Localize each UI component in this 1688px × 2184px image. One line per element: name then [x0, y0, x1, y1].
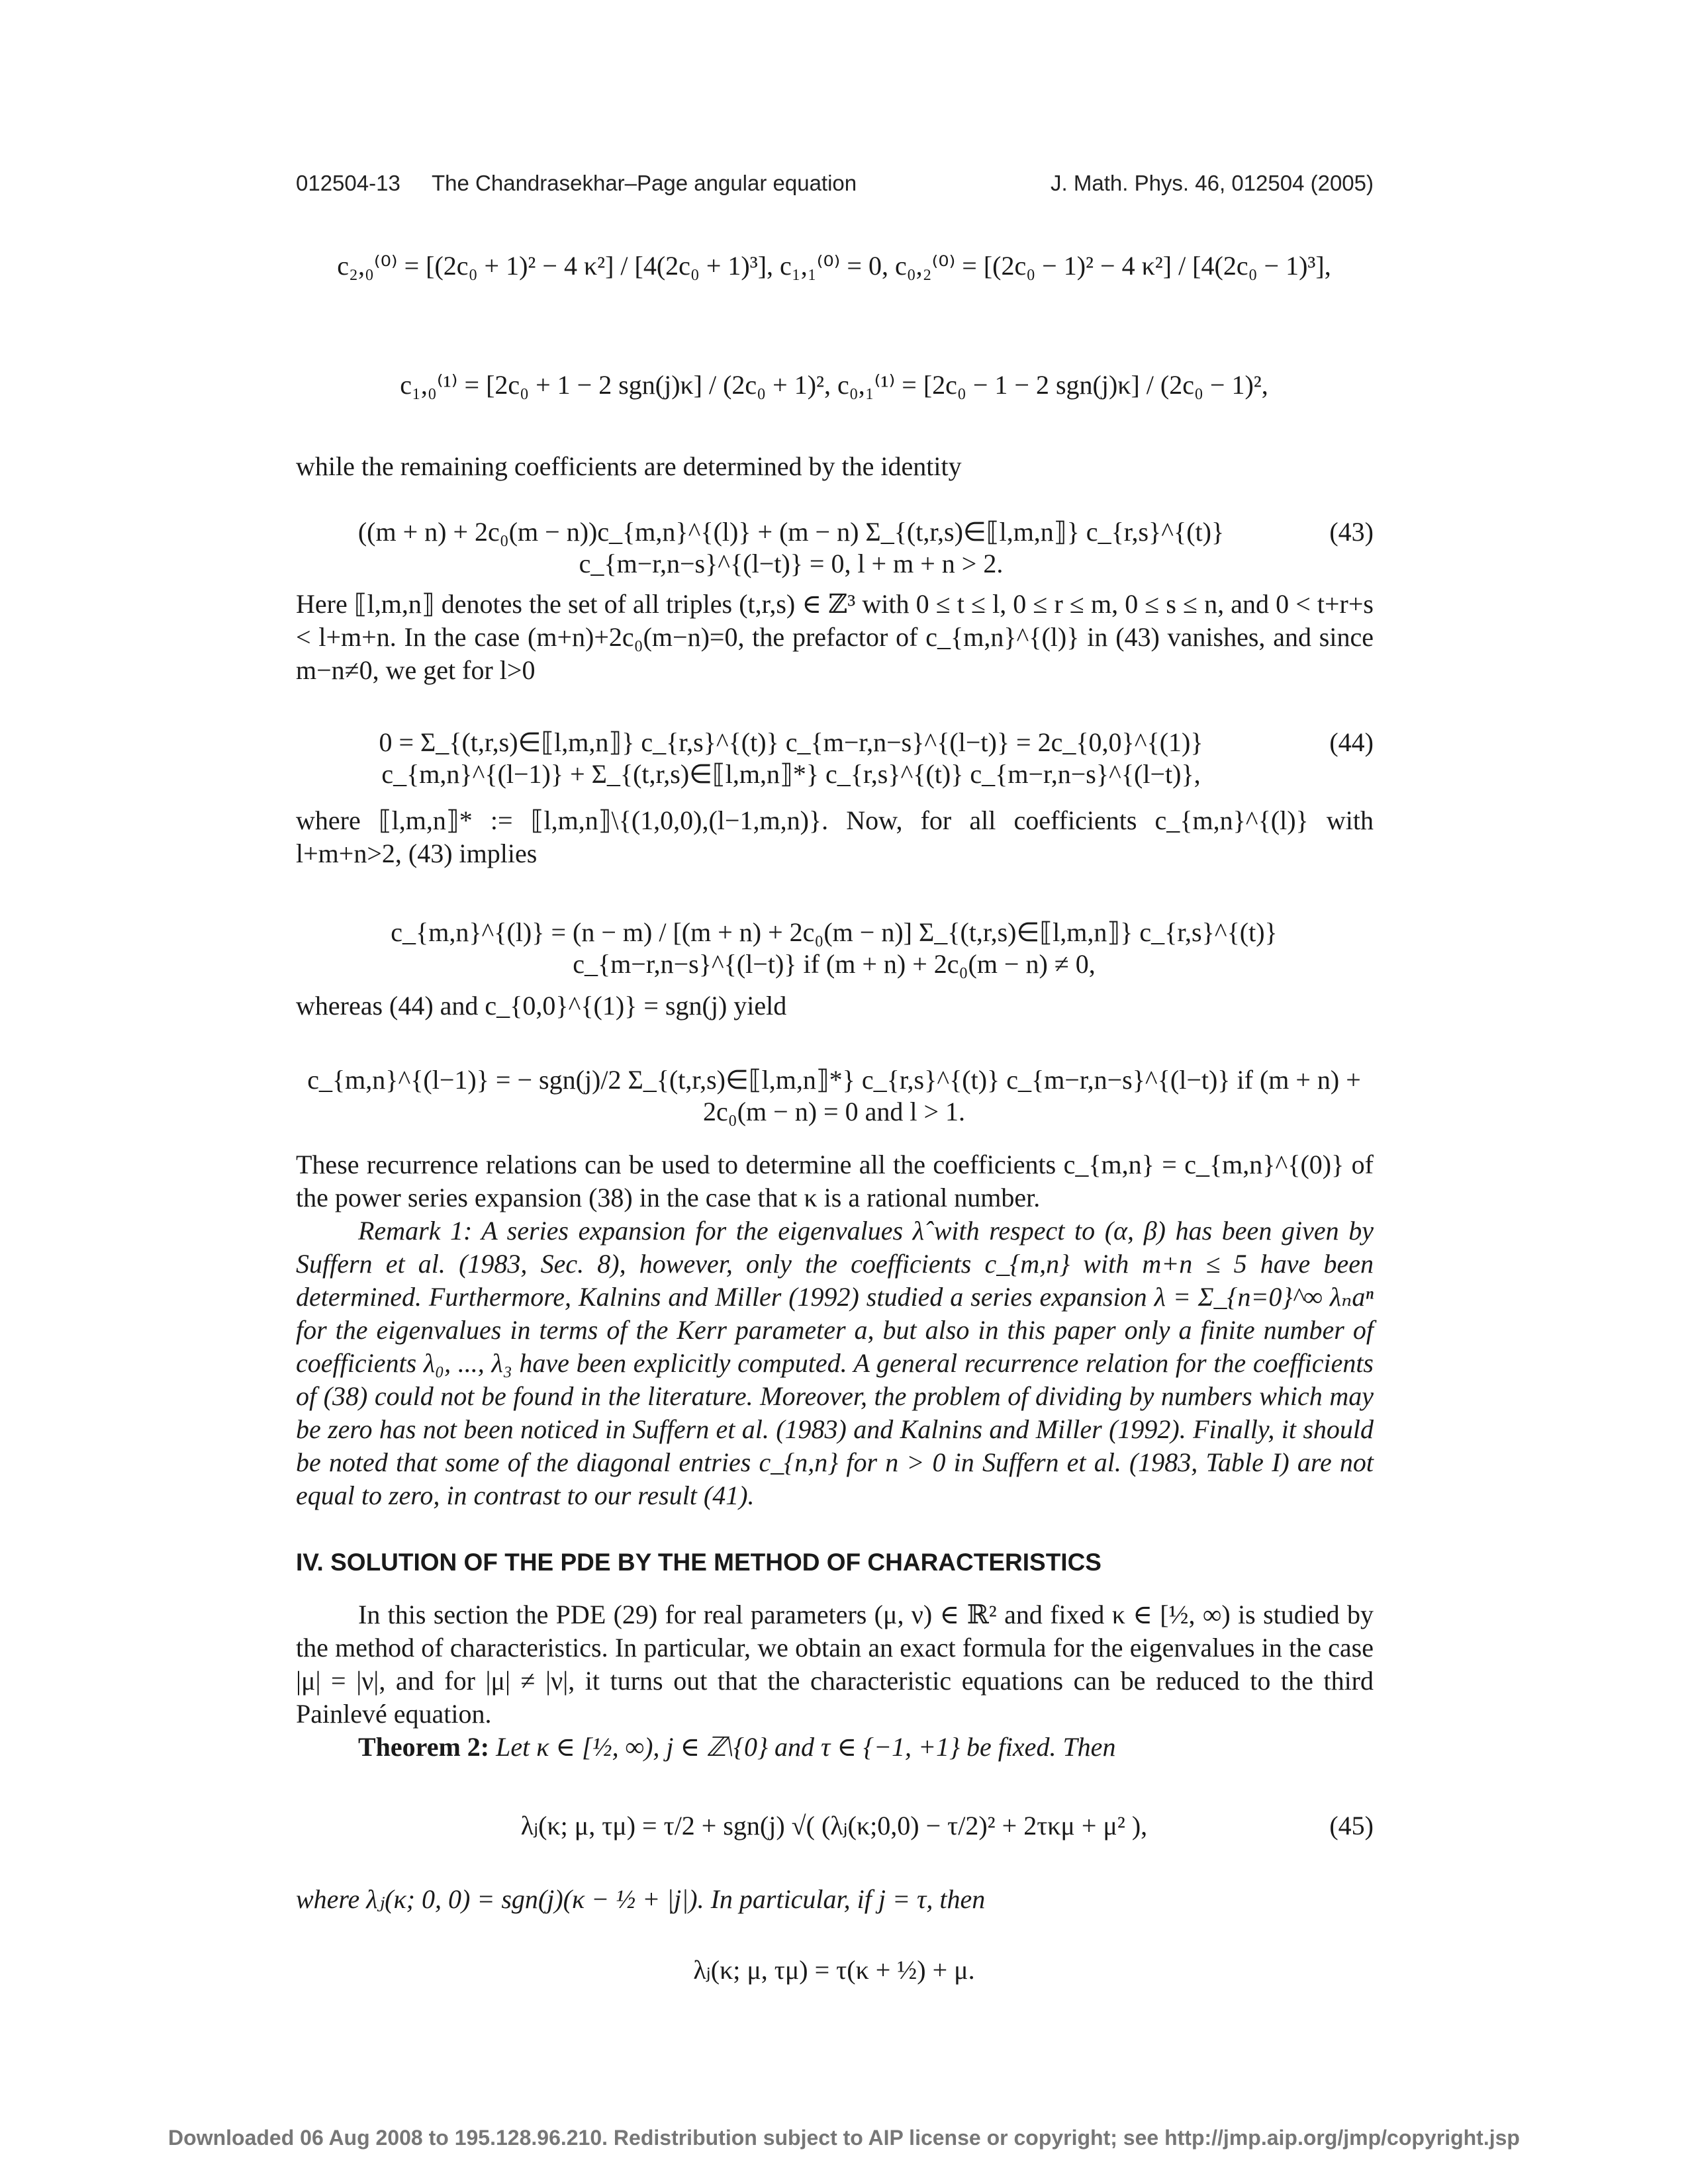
theorem-label: Theorem 2: [358, 1732, 490, 1762]
theorem-2 [296, 1731, 1374, 1764]
section-heading: IV. SOLUTION OF THE PDE BY THE METHOD OF CHARACTERISTICS [296, 1549, 1102, 1576]
equation-c-order1: c₁,₀⁽¹⁾ = [2c₀ + 1 − 2 sgn(j)κ] / (2c₀ + 1)², c₀,₁⁽¹⁾ = [2c₀ − 1 − 2 sgn(j)κ] / (2c₀ − 1)², [400, 370, 1268, 400]
paragraph-set-definition: Here ⟦l,m,n⟧ denotes the set of all triples (t,r,s) ∈ ℤ³ with 0 ≤ t ≤ l, 0 ≤ r ≤ m, 0 ≤ s ≤ n, and 0 < t+r+s < l+m+n. In the case (m+n)+2c₀(m−n)=0, the prefactor of c_{m,n}^{(l)} in (43) vanishes, and since m−n≠0, we get for l>0 [296, 589, 1374, 685]
equation-45-number: (45) [1329, 1811, 1374, 1841]
remark-1: Remark 1: A series expansion for the eigenvalues λ̂ with respect to (α, β) has been given by Suffern et al. (1983, Sec. 8), however, only the coefficients c_{m,n} with m+n ≤ 5 have been determined. Furthermore, Kalnins and Miller (1992) studied a series expansion λ = Σ_{n=0}^∞ λₙaⁿ for the eigenvalues in terms of the Kerr parameter a, but also in this paper only a finite number of coefficients λ₀, ..., λ₃ have been explicitly computed. A general recurrence relation for the coefficients of (38) could not be found in the literature. Moreover, the problem of dividing by numbers which may be zero has not been noticed in Suffern et al. (1983) and Kalnins and Miller (1992). Finally, it should be noted that some of the diagonal entries c_{n,n} for n > 0 in Suffern et al. (1983, Table I) are not equal to zero, in contrast to our result (41). [296, 1216, 1374, 1510]
paragraph-recurrence-relations: These recurrence relations can be used to determine all the coefficients c_{m,n} = c_{m,n}^{(0)} of the power series expansion (38) in the case that κ is a rational number. [296, 1150, 1374, 1212]
theorem-text: Let κ ∈ [½, ∞), j ∈ ℤ\{0} and τ ∈ {−1, +1} be fixed. Then [496, 1732, 1116, 1762]
equation-recurrence-zero: c_{m,n}^{(l−1)} = − sgn(j)/2 Σ_{(t,r,s)∈⟦l,m,n⟧*} c_{r,s}^{(t)} c_{m−r,n−s}^{(l−t)} if (m + n) + 2c₀(m − n) = 0 and l > 1. [307, 1065, 1361, 1126]
running-title: The Chandrasekhar–Page angular equation [432, 171, 857, 195]
equation-lambda-special: λⱼ(κ; μ, τμ) = τ(κ + ½) + μ. [693, 1955, 975, 1985]
equation-44-number: (44) [1329, 727, 1374, 757]
page-id: 012504-13 [296, 171, 400, 195]
paragraph-starred-set: where ⟦l,m,n⟧* := ⟦l,m,n⟧\{(1,0,0),(l−1,m,n)}. Now, for all coefficients c_{m,n}^{(l)} with l+m+n>2, (43) implies [296, 805, 1374, 868]
equation-43: ((m + n) + 2c₀(m − n))c_{m,n}^{(l)} + (m − n) Σ_{(t,r,s)∈⟦l,m,n⟧} c_{r,s}^{(t)} c_{m−r,n−s}^{(l−t)} = 0, l + m + n > 2. [357, 517, 1225, 578]
paragraph-remaining-coefficients: while the remaining coefficients are determined by the identity [296, 451, 962, 481]
equation-recurrence-nonzero: c_{m,n}^{(l)} = (n − m) / [(m + n) + 2c₀(m − n)] Σ_{(t,r,s)∈⟦l,m,n⟧} c_{r,s}^{(t)} c_{m−r,n−s}^{(l−t)} if (m + n) + 2c₀(m − n) ≠ 0, [391, 917, 1278, 979]
equation-44: 0 = Σ_{(t,r,s)∈⟦l,m,n⟧} c_{r,s}^{(t)} c_{m−r,n−s}^{(l−t)} = 2c_{0,0}^{(1)} c_{m,n}^{(l−1)} + Σ_{(t,r,s)∈⟦l,m,n⟧*} c_{r,s}^{(t)} c_{m−r,n−s}^{(l−t)}, [379, 727, 1203, 789]
paragraph-where-lambda: where λⱼ(κ; 0, 0) = sgn(j)(κ − ½ + |j|). In particular, if j = τ, then [296, 1884, 986, 1914]
equation-c-order0: c₂,₀⁽⁰⁾ = [(2c₀ + 1)² − 4 κ²] / [4(2c₀ + 1)³], c₁,₁⁽⁰⁾ = 0, c₀,₂⁽⁰⁾ = [(2c₀ − 1)² − 4 κ²] / [4(2c₀ − 1)³], [337, 251, 1331, 281]
equation-45: λⱼ(κ; μ, τμ) = τ/2 + sgn(j) √( (λⱼ(κ;0,0) − τ/2)² + 2τκμ + μ² ), [520, 1811, 1148, 1841]
paragraph-whereas: whereas (44) and c_{0,0}^{(1)} = sgn(j) yield [296, 991, 787, 1021]
paragraph-section-intro: In this section the PDE (29) for real parameters (μ, ν) ∈ ℝ² and fixed κ ∈ [½, ∞) is studied by the method of characteristics. In particular, we obtain an exact formula for the eigenvalues in the case |μ| = |ν|, and for |μ| ≠ |ν|, it turns out that the characteristic equations can be reduced to the third Painlevé equation. [296, 1600, 1374, 1729]
equation-43-number: (43) [1329, 517, 1374, 547]
journal-ref: J. Math. Phys. 46, 012504 (2005) [1051, 171, 1374, 195]
download-footer: Downloaded 06 Aug 2008 to 195.128.96.210. Redistribution subject to AIP license or copyright; see http://jmp.aip.org/jmp/copyright.jsp [168, 2126, 1520, 2150]
